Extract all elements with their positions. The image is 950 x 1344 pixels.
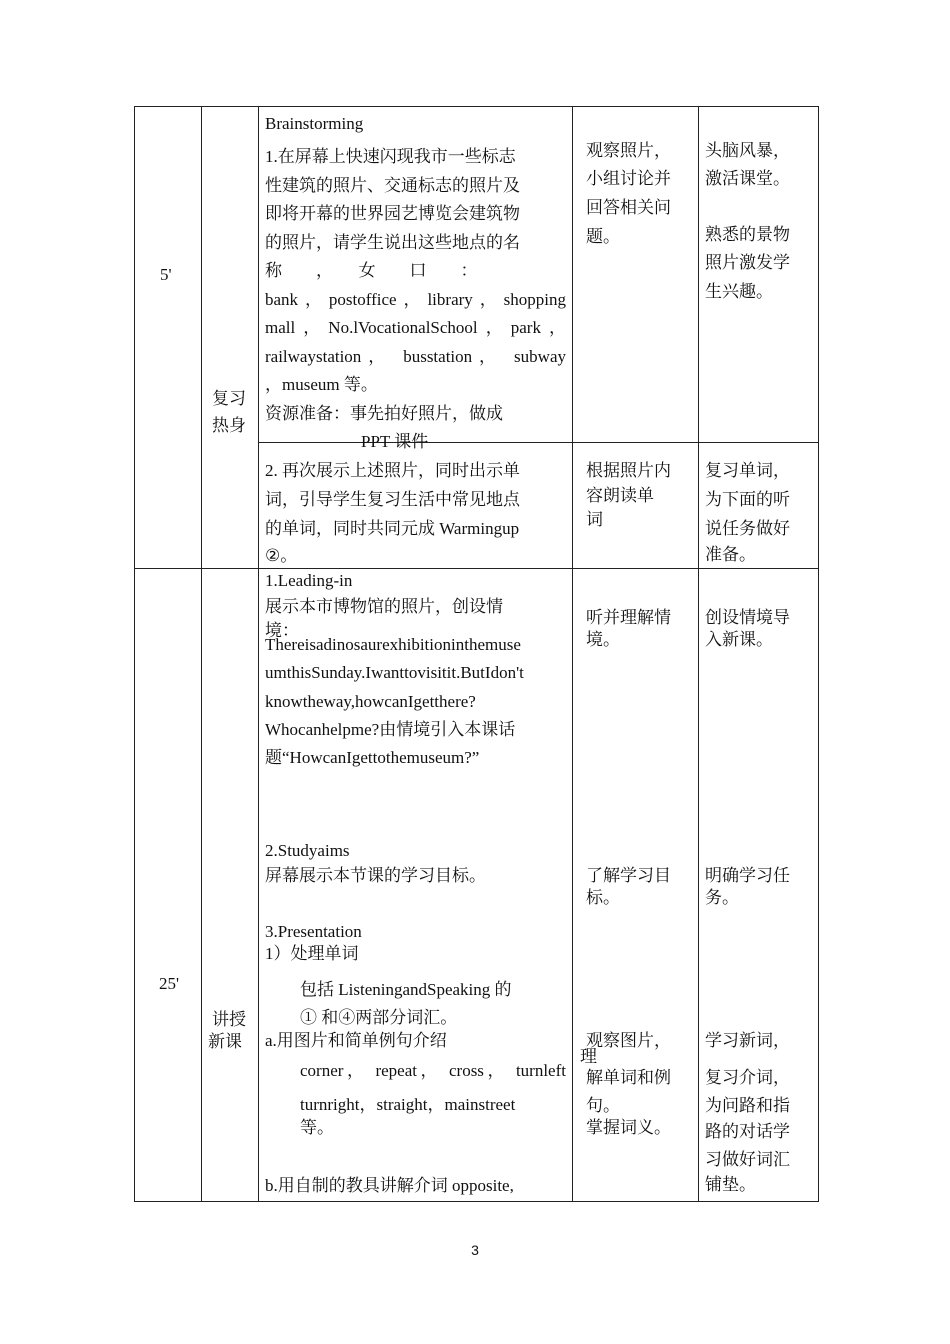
intent-line: 习做好词汇	[705, 1150, 790, 1169]
content-line-clipped	[265, 427, 566, 451]
content-line: 2. 再次展示上述照片，同时出示单	[265, 461, 520, 480]
content-line: 屏幕展示本节课的学习目标。	[265, 866, 486, 885]
intent-line: 为下面的听	[705, 490, 790, 509]
intent-line: 铺垫。	[705, 1175, 756, 1194]
content-line: ②。	[265, 546, 298, 565]
page-number: 3	[471, 1242, 479, 1258]
content-line: 2.Studyaims	[265, 841, 350, 860]
content-line-clipped	[265, 616, 325, 640]
student-line-clipped	[586, 505, 686, 529]
intent-line: 创设情境导	[705, 608, 790, 627]
student-line: 题。	[586, 227, 620, 246]
student-line-clipped	[580, 1047, 600, 1066]
student-line: 理	[580, 1047, 597, 1066]
stage-label-line: 讲授	[212, 1010, 246, 1029]
student-line: 观察照片，	[586, 141, 671, 160]
stage-label-line: 复习	[212, 389, 246, 408]
intent-line: 说任务做好	[705, 519, 790, 538]
content-line: 包括 ListeningandSpeaking 的	[300, 980, 512, 999]
content-line: 的照片，请学生说出这些地点的名	[265, 233, 520, 252]
content-line: 性建筑的照片、交通标志的照片及	[265, 176, 520, 195]
content-line: 的单词，同时共同元成 Warmingup	[265, 519, 520, 538]
student-line: 了解学习目	[586, 866, 671, 885]
intent-line: 路的对话学	[705, 1122, 790, 1141]
time-cell: 25'	[159, 974, 180, 993]
table-border-top	[134, 106, 819, 107]
content-line: bank，postoffice，library，shopping	[265, 290, 566, 309]
content-line: mall，No.lVocationalSchool，park，	[265, 318, 566, 337]
student-line: 小组讨论并	[586, 169, 671, 188]
content-line: 3.Presentation	[265, 922, 362, 941]
time-cell: 5'	[160, 265, 172, 284]
content-line: umthisSunday.Iwanttovisitit.ButIdon't	[265, 663, 524, 682]
table-border-right	[818, 106, 819, 1202]
student-line: 掌握词义。	[586, 1118, 671, 1137]
table-subrow-divider	[258, 442, 819, 443]
student-line: 标。	[586, 888, 620, 907]
intent-line: 入新课。	[705, 630, 773, 649]
content-line: ，museum 等。	[265, 375, 378, 394]
student-line: 词	[586, 510, 603, 529]
content-line: 1.在屏幕上快速闪现我市一些标志	[265, 147, 516, 166]
content-line: 等。	[300, 1118, 334, 1137]
content-line: knowtheway,howcanIgetthere?	[265, 692, 476, 711]
content-line: 资源准备：事先拍好照片，做成	[265, 404, 503, 423]
content-line: 题“HowcanIgettothemuseum?”	[265, 748, 480, 767]
student-line: 境。	[586, 630, 620, 649]
table-divider-stage	[258, 106, 259, 1202]
content-line: 1）处理单词	[265, 944, 359, 963]
content-line: PPT 课件	[361, 432, 429, 451]
intent-line: 激活课堂。	[705, 169, 790, 188]
student-line: 解单词和例	[586, 1068, 671, 1087]
intent-line: 学习新词，	[705, 1031, 790, 1050]
content-line: 词，引导学生复习生活中常见地点	[265, 490, 520, 509]
content-line: Whocanhelpme?由情境引入本课话	[265, 720, 516, 739]
content-line: turnright，straight，mainstreet	[300, 1095, 516, 1114]
student-line: 回答相关问	[586, 198, 671, 217]
content-line: corner， repeat， cross， turnleft	[300, 1061, 566, 1080]
table-divider-content	[572, 106, 573, 1202]
content-line: railwaystation， busstation， subway	[265, 347, 566, 366]
intent-line: 务。	[705, 888, 739, 907]
student-line: 观察图片，	[586, 1031, 671, 1050]
content-line: 即将开幕的世界园艺博览会建筑物	[265, 204, 520, 223]
intent-line: 复习单词，	[705, 461, 790, 480]
table-divider-time	[201, 106, 202, 1202]
table-divider-student	[698, 106, 699, 1202]
content-line: 展示本市博物馆的照片，创设情	[265, 597, 503, 616]
intent-line: 熟悉的景物	[705, 225, 790, 244]
content-line: ① 和④两部分词汇。	[300, 1008, 458, 1027]
table-border-bottom	[134, 1201, 819, 1202]
stage-label-line: 新课	[208, 1032, 242, 1051]
intent-line: 明确学习任	[705, 866, 790, 885]
intent-line: 复习介词，	[705, 1068, 790, 1087]
intent-line: 准备。	[705, 545, 756, 564]
student-line: 容朗读单	[586, 486, 654, 505]
stage-label-line: 热身	[212, 416, 246, 435]
table-border-left	[134, 106, 135, 1202]
intent-line: 生兴趣。	[705, 282, 773, 301]
intent-line: 照片激发学	[705, 253, 790, 272]
student-line: 句。	[586, 1096, 620, 1115]
content-line: 称 ， 女 口 ：	[265, 261, 478, 280]
intent-line: 为问路和指	[705, 1096, 790, 1115]
content-line: Brainstorming	[265, 114, 364, 133]
content-line: 境：	[265, 621, 299, 640]
content-line: b.用自制的教具讲解介词 opposite,	[265, 1176, 514, 1195]
student-line: 根据照片内	[586, 461, 671, 480]
content-line: 1.Leading-in	[265, 571, 353, 590]
content-line: a.用图片和简单例句介绍	[265, 1031, 447, 1050]
content-line: Thereisadinosaurexhibitioninthemuse	[265, 635, 521, 654]
intent-line: 头脑风暴，	[705, 141, 790, 160]
student-line: 听并理解情	[586, 608, 671, 627]
